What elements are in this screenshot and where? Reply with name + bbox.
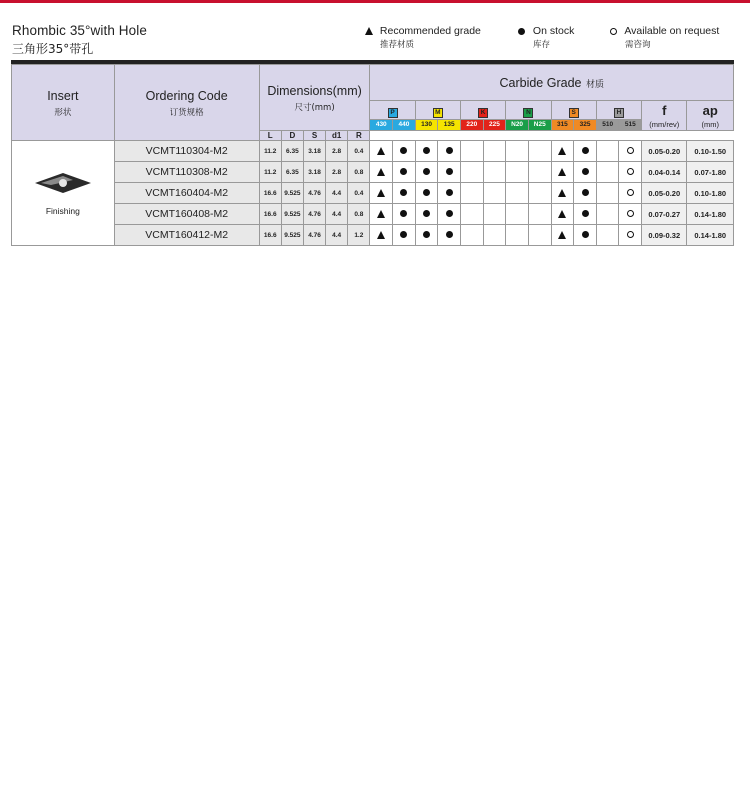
- dimension-d: 9.525: [281, 183, 303, 204]
- ring-icon: [610, 25, 622, 37]
- grade-availability-cell: [596, 225, 619, 246]
- grade-availability-cell: [483, 204, 506, 225]
- dimension-l: 11.2: [259, 141, 281, 162]
- grade-availability-cell: [483, 225, 506, 246]
- on-request-icon: [627, 189, 634, 196]
- grade-availability-cell: [393, 225, 416, 246]
- grade-availability-cell: [461, 162, 484, 183]
- depth-value: 0.14-1.80: [687, 225, 734, 246]
- depth-header-label: ap: [702, 103, 718, 118]
- feed-value: 0.04-0.14: [642, 162, 687, 183]
- feed-value: 0.07-0.27: [642, 204, 687, 225]
- dimension-col-d1: d1: [326, 131, 348, 141]
- on-stock-icon: [423, 189, 430, 196]
- ordering-code-header-en: Ordering Code: [145, 89, 228, 103]
- insert-header: [12, 65, 115, 141]
- on-stock-icon: [446, 231, 453, 238]
- ordering-code-header-cn: 订货规格: [169, 108, 204, 118]
- dimension-d1: 4.4: [326, 225, 348, 246]
- feed-value: 0.09-0.32: [642, 225, 687, 246]
- dimension-d1: 2.8: [326, 162, 348, 183]
- on-stock-icon: [582, 189, 589, 196]
- grade-code: 510: [596, 120, 619, 131]
- on-request-icon: [627, 168, 634, 175]
- grade-availability-cell: [483, 141, 506, 162]
- material-group-m: [415, 101, 460, 120]
- grade-availability-cell: [619, 141, 642, 162]
- grade-code: N20: [506, 120, 529, 131]
- recommended-icon: [377, 210, 385, 218]
- grade-availability-cell: [438, 204, 461, 225]
- grade-availability-cell: [574, 204, 597, 225]
- grade-availability-cell: [370, 141, 393, 162]
- depth-value: 0.07-1.80: [687, 162, 734, 183]
- legend-on-request: [610, 25, 719, 50]
- depth-value: 0.14-1.80: [687, 204, 734, 225]
- grade-availability-cell: [619, 225, 642, 246]
- grade-availability-cell: [438, 225, 461, 246]
- recommended-icon: [377, 147, 385, 155]
- grade-availability-cell: [415, 204, 438, 225]
- grade-availability-cell: [461, 225, 484, 246]
- insert-shape-cell: [12, 141, 115, 246]
- grade-availability-cell: [619, 183, 642, 204]
- table-row: [12, 162, 734, 183]
- grade-table: [11, 64, 734, 246]
- grade-availability-cell: [393, 204, 416, 225]
- dimension-l: 16.6: [259, 183, 281, 204]
- ordering-code: VCMT160404-M2: [114, 183, 259, 204]
- grade-availability-cell: [393, 141, 416, 162]
- dimension-s: 3.18: [303, 141, 325, 162]
- dimension-d: 6.35: [281, 162, 303, 183]
- grade-availability-cell: [551, 162, 574, 183]
- insert-header-cn: 形状: [54, 108, 72, 118]
- ordering-code: VCMT160408-M2: [114, 204, 259, 225]
- grade-availability-cell: [415, 225, 438, 246]
- table-row: [12, 141, 734, 162]
- dimension-s: 4.76: [303, 204, 325, 225]
- dimension-l: 16.6: [259, 225, 281, 246]
- dimension-l: 16.6: [259, 204, 281, 225]
- insert-type-label: Finishing: [45, 205, 80, 216]
- on-stock-icon: [423, 168, 430, 175]
- dimension-col-r: R: [348, 131, 370, 141]
- grade-availability-cell: [528, 225, 551, 246]
- on-stock-icon: [446, 147, 453, 154]
- on-stock-icon: [423, 210, 430, 217]
- grade-availability-cell: [574, 183, 597, 204]
- grade-code: N25: [528, 120, 551, 131]
- legend-recommended-cn: 推荐材质: [380, 40, 415, 50]
- grade-code: 315: [551, 120, 574, 131]
- insert-header-en: Insert: [47, 89, 79, 103]
- dot-icon: [518, 25, 530, 37]
- triangle-icon: [365, 25, 377, 37]
- grade-availability-cell: [551, 183, 574, 204]
- grade-availability-cell: [596, 204, 619, 225]
- on-stock-icon: [582, 168, 589, 175]
- on-stock-icon: [400, 210, 407, 217]
- dimension-r: 1.2: [348, 225, 370, 246]
- grade-availability-cell: [438, 183, 461, 204]
- grade-availability-cell: [483, 162, 506, 183]
- on-stock-icon: [400, 168, 407, 175]
- grade-availability-cell: [551, 204, 574, 225]
- dimension-d: 9.525: [281, 204, 303, 225]
- on-stock-icon: [400, 231, 407, 238]
- on-request-icon: [627, 231, 634, 238]
- dimension-r: 0.4: [348, 183, 370, 204]
- grade-availability-cell: [461, 183, 484, 204]
- grade-availability-cell: [596, 162, 619, 183]
- material-group-badge: M: [433, 108, 443, 118]
- recommended-icon: [558, 168, 566, 176]
- grade-availability-cell: [438, 162, 461, 183]
- dimensions-header-en: Dimensions(mm): [267, 84, 362, 98]
- grade-availability-cell: [461, 141, 484, 162]
- feed-value: 0.05-0.20: [642, 183, 687, 204]
- dimension-l: 11.2: [259, 162, 281, 183]
- top-accent-line: [0, 0, 750, 3]
- ordering-code: VCMT160412-M2: [114, 225, 259, 246]
- on-stock-icon: [582, 210, 589, 217]
- material-group-s: [551, 101, 596, 120]
- dimension-col-l: L: [259, 131, 281, 141]
- material-group-k: [461, 101, 506, 120]
- grade-availability-cell: [596, 141, 619, 162]
- on-stock-icon: [446, 210, 453, 217]
- grade-code: 135: [438, 120, 461, 131]
- feed-header: [642, 101, 687, 131]
- material-group-h: [596, 101, 641, 120]
- on-request-icon: [627, 210, 634, 217]
- grade-availability-cell: [574, 225, 597, 246]
- table-row: [12, 204, 734, 225]
- grade-availability-cell: [461, 204, 484, 225]
- feed-header-unit: (mm/rev): [649, 120, 680, 129]
- grade-availability-cell: [415, 183, 438, 204]
- on-stock-icon: [446, 189, 453, 196]
- depth-value: 0.10-1.80: [687, 183, 734, 204]
- grade-availability-cell: [415, 141, 438, 162]
- grade-availability-cell: [506, 162, 529, 183]
- grade-code: 220: [461, 120, 484, 131]
- feed-value: 0.05-0.20: [642, 141, 687, 162]
- recommended-icon: [558, 189, 566, 197]
- on-stock-icon: [400, 189, 407, 196]
- page-title: Rhombic 35°with Hole: [12, 23, 147, 38]
- depth-value: 0.10-1.50: [687, 141, 734, 162]
- on-stock-icon: [582, 147, 589, 154]
- depth-header-unit: (mm): [701, 120, 719, 129]
- grade-availability-cell: [393, 162, 416, 183]
- grade-availability-cell: [528, 162, 551, 183]
- page-subtitle: 三角形35°带孔: [12, 42, 94, 56]
- grade-code: 225: [483, 120, 506, 131]
- material-group-badge: N: [523, 108, 533, 118]
- grade-availability-cell: [506, 183, 529, 204]
- legend-recommended-label: Recommended grade: [379, 25, 481, 37]
- material-group-badge: K: [478, 108, 488, 118]
- grade-availability-cell: [551, 225, 574, 246]
- grade-availability-cell: [528, 183, 551, 204]
- depth-header: [687, 101, 734, 131]
- grade-code: 130: [415, 120, 438, 131]
- recommended-icon: [377, 168, 385, 176]
- carbide-grade-header: [370, 65, 734, 101]
- legend-on-stock-cn: 库存: [533, 40, 551, 50]
- legend-on-stock-label: On stock: [532, 25, 575, 37]
- on-stock-icon: [446, 168, 453, 175]
- grade-code: 325: [574, 120, 597, 131]
- grade-availability-cell: [393, 183, 416, 204]
- dimension-r: 0.4: [348, 141, 370, 162]
- dimension-s: 3.18: [303, 162, 325, 183]
- grade-availability-cell: [551, 141, 574, 162]
- dimension-col-s: S: [303, 131, 325, 141]
- material-group-badge: H: [614, 108, 624, 118]
- on-stock-icon: [400, 147, 407, 154]
- material-group-p: [370, 101, 415, 120]
- feed-header-label: f: [662, 103, 667, 118]
- grade-availability-cell: [574, 162, 597, 183]
- grade-code: 440: [393, 120, 416, 131]
- dimension-r: 0.8: [348, 162, 370, 183]
- grade-availability-cell: [370, 225, 393, 246]
- material-group-badge: S: [569, 108, 579, 118]
- grade-availability-cell: [506, 225, 529, 246]
- grade-code: 515: [619, 120, 642, 131]
- table-row: [12, 225, 734, 246]
- ordering-code-header: [114, 65, 259, 141]
- grade-availability-cell: [483, 183, 506, 204]
- grade-availability-cell: [574, 141, 597, 162]
- dimension-s: 4.76: [303, 225, 325, 246]
- table-body: [12, 141, 734, 246]
- legend-recommended: [365, 25, 481, 50]
- carbide-grade-header-en: Carbide Grade: [499, 75, 582, 90]
- grade-availability-cell: [438, 141, 461, 162]
- dimension-r: 0.8: [348, 204, 370, 225]
- dimension-d: 9.525: [281, 225, 303, 246]
- dimensions-header: [259, 65, 370, 131]
- legend-on-stock: [518, 25, 574, 50]
- material-group-n: [506, 101, 551, 120]
- grade-availability-cell: [528, 141, 551, 162]
- on-stock-icon: [423, 147, 430, 154]
- on-stock-icon: [582, 231, 589, 238]
- on-stock-icon: [423, 231, 430, 238]
- recommended-icon: [558, 210, 566, 218]
- dimension-col-d: D: [281, 131, 303, 141]
- material-group-badge: P: [388, 108, 398, 118]
- grade-availability-cell: [370, 204, 393, 225]
- dimension-d1: 4.4: [326, 183, 348, 204]
- legend-on-request-cn: 需咨询: [625, 40, 651, 50]
- on-request-icon: [627, 147, 634, 154]
- grade-availability-cell: [506, 204, 529, 225]
- recommended-icon: [377, 231, 385, 239]
- recommended-icon: [558, 147, 566, 155]
- grade-availability-cell: [619, 162, 642, 183]
- grade-availability-cell: [415, 162, 438, 183]
- recommended-icon: [377, 189, 385, 197]
- recommended-icon: [558, 231, 566, 239]
- dimension-d: 6.35: [281, 141, 303, 162]
- dimension-d1: 2.8: [326, 141, 348, 162]
- dimension-s: 4.76: [303, 183, 325, 204]
- grade-availability-cell: [370, 183, 393, 204]
- grade-code: 430: [370, 120, 393, 131]
- legend-on-request-label: Available on request: [624, 25, 720, 37]
- rhombic-insert-icon: [33, 171, 93, 195]
- grade-availability-cell: [619, 204, 642, 225]
- grade-availability-cell: [528, 204, 551, 225]
- table-row: [12, 183, 734, 204]
- carbide-grade-header-cn: 材质: [585, 79, 604, 90]
- grade-availability-cell: [596, 183, 619, 204]
- ordering-code: VCMT110308-M2: [114, 162, 259, 183]
- dimensions-header-cn: 尺寸(mm): [294, 103, 335, 113]
- ordering-code: VCMT110304-M2: [114, 141, 259, 162]
- grade-availability-cell: [506, 141, 529, 162]
- dimension-d1: 4.4: [326, 204, 348, 225]
- grade-availability-cell: [370, 162, 393, 183]
